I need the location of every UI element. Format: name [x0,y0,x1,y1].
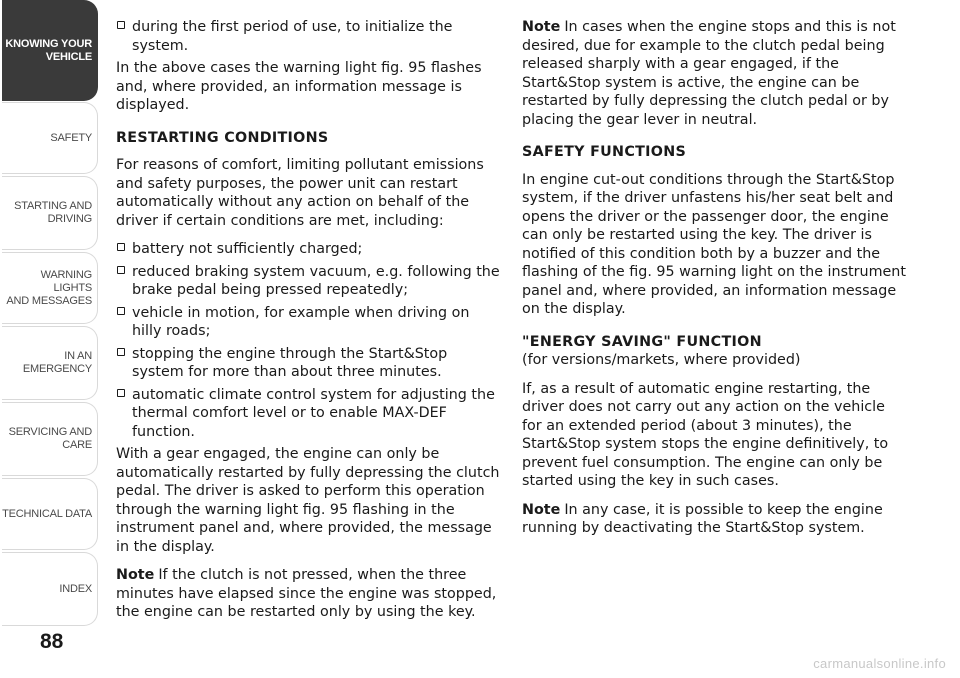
page-number: 88 [40,630,64,653]
tab-starting-and-driving[interactable] [2,176,98,250]
paragraph: In engine cut-out conditions through the Start&Stop system, if the driver unfastens his/her seat belt and opens the driver or the passenger door, the engine can only be restarted using the key. The driver is notified of this condition both by a buzzer and the flashing of the fig. 95 warning light on the instrument panel and, where provided, an information message on the display. [522,171,906,317]
note-paragraph: Note In any case, it is possible to keep the engine running by deactivating the Start&Stop system. [522,501,883,536]
bullet-list-top [116,18,500,55]
list-item: during the first period of use, to initialize the system. [116,18,500,55]
energy-saving-subtitle: (for versions/markets, where provided) [522,352,801,368]
tab-servicing-and-care[interactable] [2,402,98,476]
chapter-sidebar [0,0,100,678]
left-column [116,18,500,632]
watermark: carmanualsonline.info [813,656,946,671]
note-label: Note [522,501,561,518]
heading-safety-functions: SAFETY FUNCTIONS [522,144,687,160]
tab-in-an-emergency[interactable] [2,326,98,400]
tab-label: SERVICING AND CARE [8,426,92,451]
list-item: vehicle in motion, for example when driving on hilly roads; [116,304,500,341]
checkbox-bullet-icon [117,348,125,356]
tab-technical-data[interactable] [2,478,98,550]
note-label: Note [116,567,155,583]
tab-label: STARTING AND DRIVING [14,200,92,225]
paragraph: For reasons of comfort, limiting pollutant emissions and safety purposes, the power unit can restart automatically without any action on behalf of the driver if certain conditions are met, including: [116,157,484,229]
tab-knowing-your-vehicle[interactable] [2,0,98,101]
right-column [522,18,906,548]
heading-restarting-conditions: RESTARTING CONDITIONS [116,129,329,146]
heading-energy-saving: "ENERGY SAVING" FUNCTION [522,333,762,350]
tab-index[interactable] [2,552,98,626]
tab-label: IN AN EMERGENCY [22,350,92,375]
tab-label: KNOWING YOUR VEHICLE [5,37,92,63]
paragraph: If, as a result of automatic engine restarting, the driver does not carry out any action on the vehicle for an extended period (about 3 minutes), the Start&Stop system stops the engine definitively, to prevent fuel consumption. The engine can only be started using the key in such cases. [522,380,889,489]
checkbox-bullet-icon [117,307,125,315]
list-item: reduced braking system vacuum, e.g. following the brake pedal being pressed repeatedly; [116,263,500,300]
paragraph: In the above cases the warning light fig. 95 flashes and, where provided, an information message is displayed. [116,60,482,113]
checkbox-bullet-icon [117,243,125,251]
list-item: automatic climate control system for adjusting the thermal comfort level or to enable MAX-DEF function. [116,386,500,442]
note-label: Note [522,19,561,35]
tab-label: SAFETY [50,131,92,144]
note-paragraph: Note In cases when the engine stops and this is not desired, due for example to the clutch pedal being released sharply with a gear engaged, if the Start&Stop system is active, the engine can be restarted by fully depressing the clutch pedal or by placing the gear lever in neutral. [522,19,896,128]
list-item: stopping the engine through the Start&Stop system for more than about three minutes. [116,345,500,382]
tab-label: INDEX [59,582,92,595]
checkbox-bullet-icon [117,389,125,397]
tab-safety[interactable] [2,102,98,174]
tab-label: TECHNICAL DATA [2,507,92,520]
checkbox-bullet-icon [117,266,125,274]
tab-label: WARNING LIGHTS AND MESSAGES [6,268,92,307]
paragraph: With a gear engaged, the engine can only be automatically restarted by fully depressing the clutch pedal. The driver is asked to perform this operation through the warning light fig. 95 flashing in the instrument panel and, where provided, the message in the display. [116,446,500,555]
note-paragraph: Note If the clutch is not pressed, when the three minutes have elapsed since the engine was stopped, the engine can be restarted only by using the key. [116,567,497,620]
tab-warning-lights-and-messages[interactable] [2,252,98,324]
list-item: battery not sufficiently charged; [116,240,500,259]
checkbox-bullet-icon [117,21,125,29]
bullet-list-conditions [116,240,500,441]
